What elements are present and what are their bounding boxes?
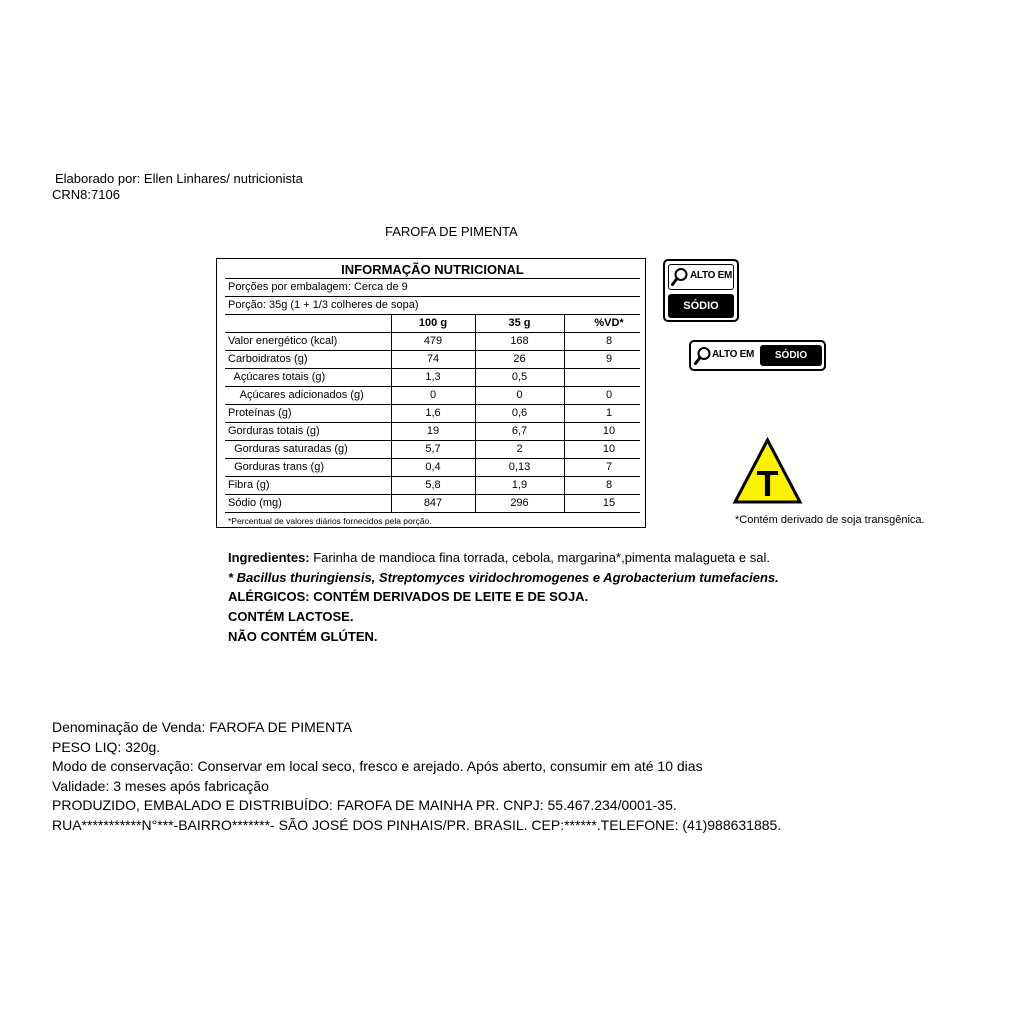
transgenic-warning-icon [732,437,803,505]
seal-alto-em-label: ALTO EM [690,270,732,281]
author-crn: CRN8:7106 [52,187,120,202]
nutrient-label: Gorduras totais (g) [228,425,320,437]
nutrient-label: Fibra (g) [228,479,270,491]
nutrient-row [225,459,640,477]
seal-sodio-label: SÓDIO [668,294,734,318]
column-divider [475,315,476,512]
nutrient-value-100g: 847 [423,497,443,509]
nutrient-value-35g: 296 [510,497,529,509]
nutrient-daily-value: 15 [602,497,616,509]
nutrient-value-100g: 0 [429,389,437,401]
nutrition-footnote: *Percentual de valores diários fornecidos pela porção. [228,516,432,526]
seal-top-box [668,264,734,290]
lactose-warning: CONTÉM LACTOSE. [228,609,354,624]
nutrient-value-100g: 0,4 [425,461,441,473]
column-divider [564,315,565,512]
nutrient-row [225,405,640,423]
nutrient-value-100g: 1,3 [425,371,441,383]
nutrient-label: Açúcares adicionados (g) [228,389,364,401]
nutrient-value-35g: 0,5 [511,371,528,383]
nutrient-daily-value: 0 [605,389,613,401]
high-sodium-seal-vertical [663,259,739,322]
nutrient-value-35g: 2 [516,443,523,455]
ingredients-label: Ingredientes: [228,550,310,565]
header-row [225,315,640,333]
gluten-warning: NÃO CONTÉM GLÚTEN. [228,629,378,644]
nutrient-daily-value: 8 [605,479,613,491]
servings-per-package: Porções por embalagem: Cerca de 9 [228,281,408,293]
nutrient-row [225,441,640,459]
shelf-life: Validade: 3 meses após fabricação [52,778,269,794]
nutrition-table [216,258,646,528]
nutrition-title: INFORMAÇÃO NUTRICIONAL [225,259,640,279]
nutrient-row [225,495,640,513]
serving-size-row [225,297,640,315]
nutrient-label: Açúcares totais (g) [228,371,326,383]
nutrient-row [225,333,640,351]
transgenic-note: *Contém derivado de soja transgênica. [735,514,925,526]
nutrient-value-100g: 5,8 [425,479,441,491]
producer-info: PRODUZIDO, EMBALADO E DISTRIBUÍDO: FAROFA DE MAINHA PR. CNPJ: 55.467.234/0001-35. [52,797,677,813]
ingredients-line [228,550,770,566]
nutrient-daily-value: 10 [602,443,616,455]
nutrient-value-100g: 479 [423,335,443,347]
seal-alto-em-label: ALTO EM [712,349,754,360]
address-info: RUA***********N°***-BAIRRO*******- SÃO JOSÉ DOS PINHAIS/PR. BRASIL. CEP:******.TELEFONE: (41)988631885. [52,817,782,833]
nutrient-row [225,369,640,387]
transgenic-letter: T [756,463,779,504]
nutrient-daily-value: 7 [605,461,613,473]
header-35g: 35 g [508,317,531,329]
nutrient-daily-value [564,369,654,386]
nutrient-row [225,423,640,441]
net-weight: PESO LIQ: 320g. [52,739,161,755]
nutrient-row [225,477,640,495]
nutrient-value-35g: 0,13 [508,461,531,473]
nutrient-label: Carboidratos (g) [228,353,308,365]
nutrient-row [225,387,640,405]
nutrient-label: Gorduras trans (g) [228,461,324,473]
nutrient-label: Valor energético (kcal) [228,335,338,347]
nutrient-value-35g: 0 [516,389,523,401]
seal-sodio-label: SÓDIO [760,345,822,366]
nutrient-daily-value: 1 [605,407,613,419]
product-title: FAROFA DE PIMENTA [385,224,518,239]
nutrient-daily-value: 10 [602,425,616,437]
storage-instructions: Modo de conservação: Conservar em local seco, fresco e arejado. Após aberto, consumir em até 10 dias [52,758,703,774]
nutrient-value-100g: 74 [426,353,440,365]
nutrient-daily-value: 8 [605,335,613,347]
ingredients-text: Farinha de mandioca fina torrada, cebola, margarina*,pimenta malagueta e sal. [309,550,770,565]
serving-size: Porção: 35g (1 + 1/3 colheres de sopa) [228,299,419,311]
author-name: Elaborado por: Ellen Linhares/ nutricionista [55,171,303,186]
high-sodium-seal-horizontal [689,340,826,371]
nutrient-label: Proteínas (g) [228,407,292,419]
ingredients-note: * Bacillus thuringiensis, Streptomyces viridochromogenes e Agrobacterium tumefaciens. [228,570,779,585]
nutrient-value-35g: 0,6 [511,407,528,419]
magnifier-icon [671,267,689,287]
nutrient-value-100g: 19 [426,425,440,437]
nutrient-value-35g: 6,7 [511,425,528,437]
nutrient-value-35g: 26 [513,353,526,365]
nutrient-label: Sódio (mg) [228,497,282,509]
allergens-warning: ALÉRGICOS: CONTÉM DERIVADOS DE LEITE E DE SOJA. [228,589,589,604]
header-vd: %VD* [594,317,624,329]
nutrient-label: Gorduras saturadas (g) [228,443,348,455]
nutrient-value-100g: 1,6 [425,407,441,419]
nutrient-row [225,351,640,369]
nutrient-value-100g: 5,7 [425,443,441,455]
column-divider [391,315,392,512]
nutrient-daily-value: 9 [605,353,613,365]
magnifier-icon [694,346,712,366]
header-100g: 100 g [418,317,448,329]
nutrient-value-35g: 1,9 [511,479,528,491]
sale-name: Denominação de Venda: FAROFA DE PIMENTA [52,719,353,735]
servings-row [225,279,640,297]
nutrient-value-35g: 168 [510,335,529,347]
